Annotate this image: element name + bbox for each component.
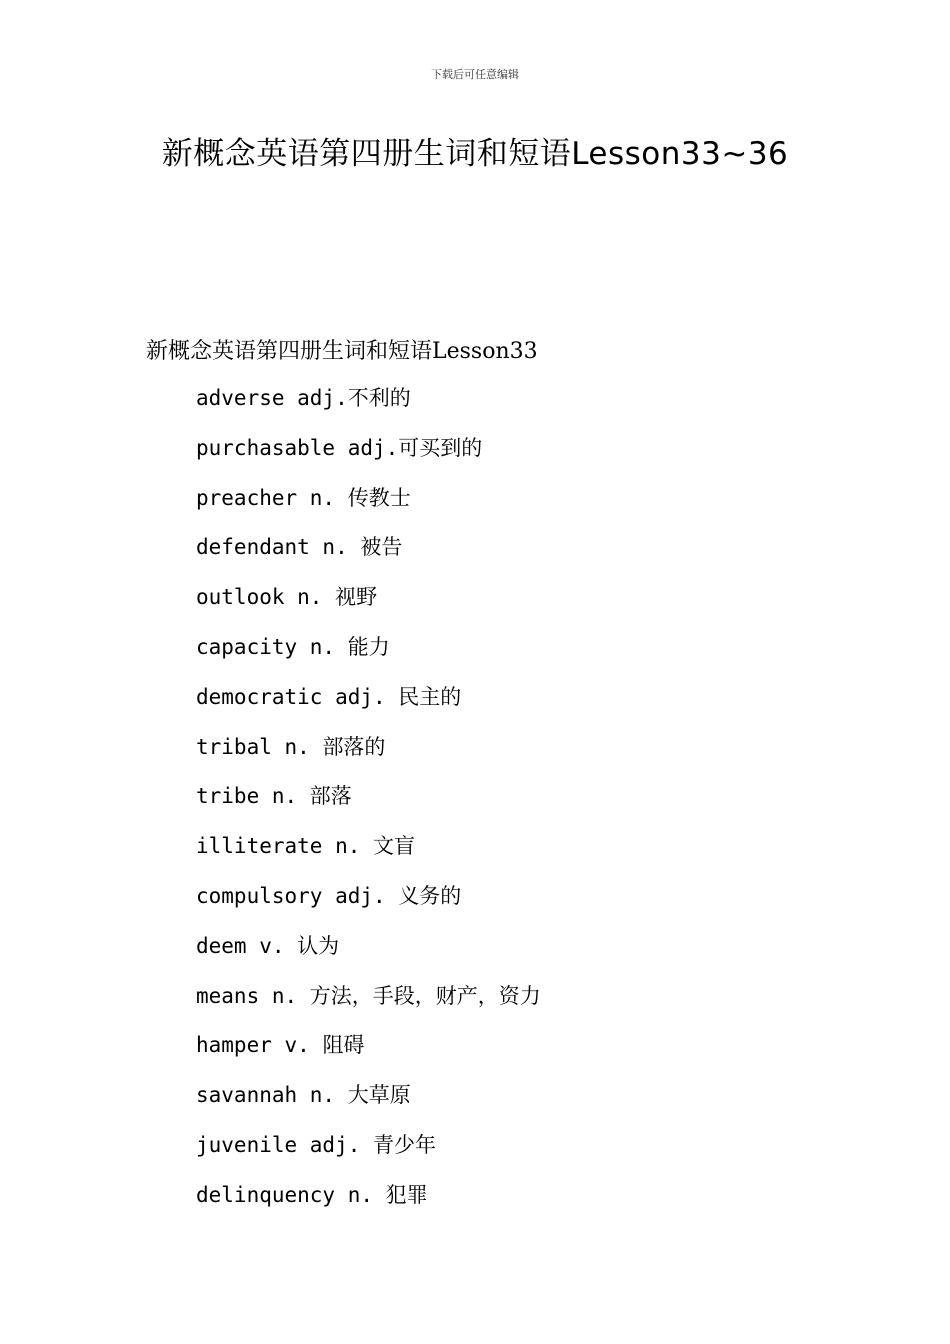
header-note: 下载后可任意编辑: [431, 68, 519, 81]
vocab-chinese: 义务的: [398, 883, 462, 908]
vocab-item: [196, 532, 541, 582]
vocab-item: [196, 1130, 541, 1180]
vocab-item: [196, 682, 541, 732]
vocab-chinese: 文盲: [373, 834, 416, 859]
vocab-chinese: 能力: [347, 634, 390, 659]
vocab-english: capacity n.: [196, 634, 348, 659]
vocab-chinese: 传教士: [347, 485, 411, 510]
vocab-english: compulsory adj.: [196, 883, 399, 908]
vocab-item: [196, 732, 541, 782]
vocab-item: [196, 781, 541, 831]
vocabulary-list: [196, 383, 541, 1230]
vocab-item: [196, 582, 541, 632]
document-title: 新概念英语第四册生词和短语Lesson33~36: [161, 136, 789, 172]
vocab-chinese: 不利的: [347, 386, 411, 410]
vocab-item: [196, 1080, 541, 1130]
vocab-item: [196, 981, 541, 1031]
vocab-chinese: 部落: [309, 784, 352, 809]
vocab-item: [196, 632, 541, 682]
vocab-english: adverse adj.: [196, 386, 348, 410]
vocab-chinese: 民主的: [398, 684, 462, 709]
vocab-chinese: 大草原: [347, 1083, 411, 1108]
vocab-item: [196, 383, 541, 433]
vocab-english: means n.: [196, 983, 310, 1008]
vocab-item: [196, 881, 541, 931]
vocab-item: [196, 483, 541, 533]
vocab-english: illiterate n.: [196, 834, 374, 859]
vocab-english: democratic adj.: [196, 684, 399, 709]
section-title: 新概念英语第四册生词和短语Lesson33: [146, 339, 538, 364]
vocab-chinese: 阻碍: [322, 1033, 365, 1058]
vocab-item: [196, 931, 541, 981]
vocab-item: [196, 831, 541, 881]
vocab-english: hamper v.: [196, 1033, 323, 1058]
vocab-chinese: 视野: [335, 585, 378, 610]
vocab-chinese: 可买到的: [398, 435, 483, 460]
vocab-chinese: 青少年: [373, 1132, 437, 1157]
vocab-item: [196, 1180, 541, 1230]
vocab-english: juvenile adj.: [196, 1132, 374, 1157]
vocab-item: [196, 1030, 541, 1080]
vocab-english: outlook n.: [196, 585, 336, 610]
vocab-chinese: 方法，手段，财产，资力: [309, 983, 541, 1008]
vocab-item: [196, 433, 541, 483]
vocab-chinese: 被告: [360, 535, 403, 560]
vocab-english: delinquency n.: [196, 1182, 386, 1207]
vocab-english: tribal n.: [196, 734, 323, 759]
vocab-chinese: 部落的: [322, 734, 386, 759]
vocab-english: tribe n.: [196, 784, 310, 809]
vocab-chinese: 犯罪: [385, 1182, 428, 1207]
vocab-english: purchasable adj.: [196, 435, 399, 460]
vocab-english: preacher n.: [196, 485, 348, 510]
vocab-english: defendant n.: [196, 535, 361, 560]
vocab-chinese: 认为: [297, 933, 340, 958]
vocab-english: savannah n.: [196, 1083, 348, 1108]
vocab-english: deem v.: [196, 933, 298, 958]
